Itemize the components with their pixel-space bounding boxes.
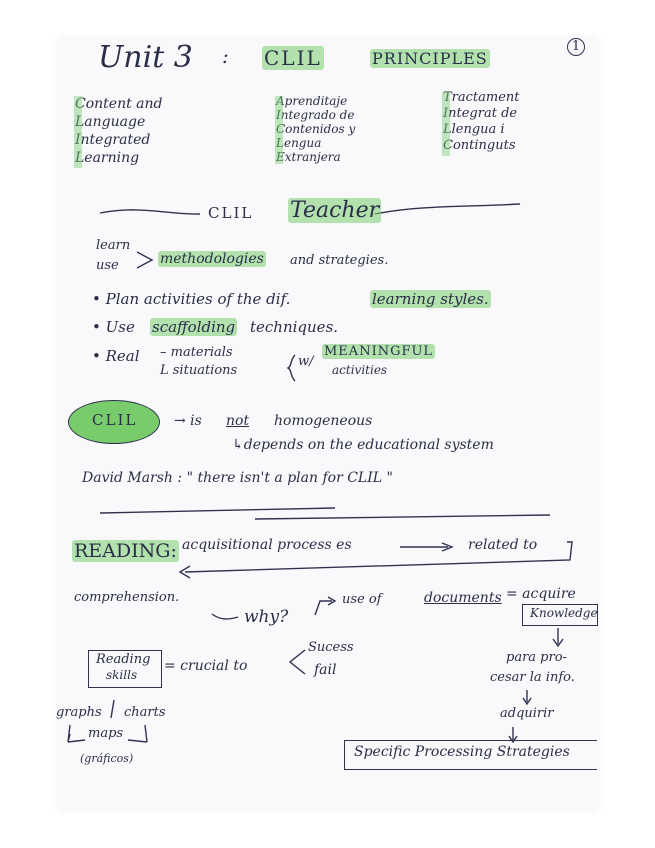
acronym-en-line: Integrated: [75, 132, 151, 148]
documents-text: documents: [424, 590, 502, 606]
specific-strategies-text: Specific Processing Strategies: [354, 744, 570, 760]
use-text: use: [96, 258, 119, 273]
acquisitional-text: acquisitional process es: [182, 537, 352, 553]
acronym-es-line: Aprenditaje: [276, 94, 348, 108]
bullet-real: • Real: [92, 347, 140, 365]
success-text: Sucess: [308, 640, 354, 655]
acquire-text: = acquire: [506, 586, 576, 602]
acronym-en-line: Content and: [75, 96, 163, 112]
marsh-quote: David Marsh : " there isn't a plan for CLIL ": [82, 470, 393, 486]
comprehension-text: comprehension.: [74, 590, 180, 605]
para-text: para pro-: [506, 650, 567, 665]
acronym-es-line: Extranjera: [276, 150, 341, 164]
cesar-text: cesar la info.: [490, 670, 575, 685]
not-text: not: [226, 413, 250, 429]
initials-highlight: [74, 96, 82, 168]
page-number: 1: [567, 38, 585, 56]
and-strategies-text: and strategies.: [290, 253, 389, 268]
title-principles: PRINCIPLES: [372, 49, 488, 68]
acronym-en-line: Learning: [75, 150, 140, 166]
graphs-text: graphs: [56, 705, 102, 720]
unit-title: Unit 3: [98, 40, 193, 75]
graficos-text: (gráficos): [80, 752, 134, 765]
is-text: → is: [174, 413, 202, 429]
knowledge-text: Knowledge: [530, 606, 598, 620]
crucial-text: = crucial to: [164, 658, 248, 674]
learning-styles-text: learning styles.: [372, 290, 489, 308]
bullet-use: • Use: [92, 318, 135, 336]
teacher-heading: Teacher: [290, 198, 380, 223]
acronym-ca-line: Continguts: [443, 138, 516, 153]
maps-text: maps: [88, 726, 124, 741]
depends-text: ↳depends on the educational system: [232, 437, 494, 453]
use-of-text: use of: [342, 592, 382, 607]
reading-title: READING:: [74, 540, 177, 562]
acronym-es-line: Contenidos y: [276, 122, 356, 136]
activities-text: activities: [332, 363, 388, 377]
initials-highlight: [442, 92, 450, 156]
title-clil: CLIL: [264, 46, 322, 70]
techniques-text: techniques.: [250, 318, 339, 336]
situations-text: L situations: [160, 363, 238, 378]
acronym-ca-line: Tractament: [443, 90, 520, 105]
charts-text: charts: [124, 705, 166, 720]
adquirir-text: adquirir: [500, 706, 554, 721]
related-to-text: related to: [468, 537, 538, 553]
fail-text: fail: [314, 662, 337, 678]
initials-highlight: [275, 96, 283, 164]
reading-skills-line1: Reading: [96, 652, 151, 667]
methodologies-text: methodologies: [160, 251, 264, 267]
acronym-en-line: Language: [75, 114, 146, 130]
acronym-ca-line: Llengua i: [443, 122, 505, 137]
bullet-plan: • Plan activities of the dif.: [92, 290, 291, 308]
meaningful-text: MEANINGFUL: [324, 344, 434, 359]
scaffolding-text: scaffolding: [152, 318, 236, 336]
clil-bubble-label: CLIL: [92, 411, 138, 429]
reading-skills-line2: skills: [106, 668, 138, 682]
materials-text: – materials: [160, 345, 233, 360]
with-text: w/: [298, 354, 314, 369]
why-text: why?: [244, 607, 289, 627]
homogeneous-text: homogeneous: [274, 413, 373, 429]
acronym-es-line: Lengua: [276, 136, 322, 150]
acronym-ca-line: Integrat de: [443, 106, 518, 121]
teacher-heading-clil: CLIL: [208, 204, 254, 222]
title-colon: :: [222, 44, 229, 68]
learn-text: learn: [96, 238, 131, 253]
acronym-es-line: Integrado de: [276, 108, 355, 122]
